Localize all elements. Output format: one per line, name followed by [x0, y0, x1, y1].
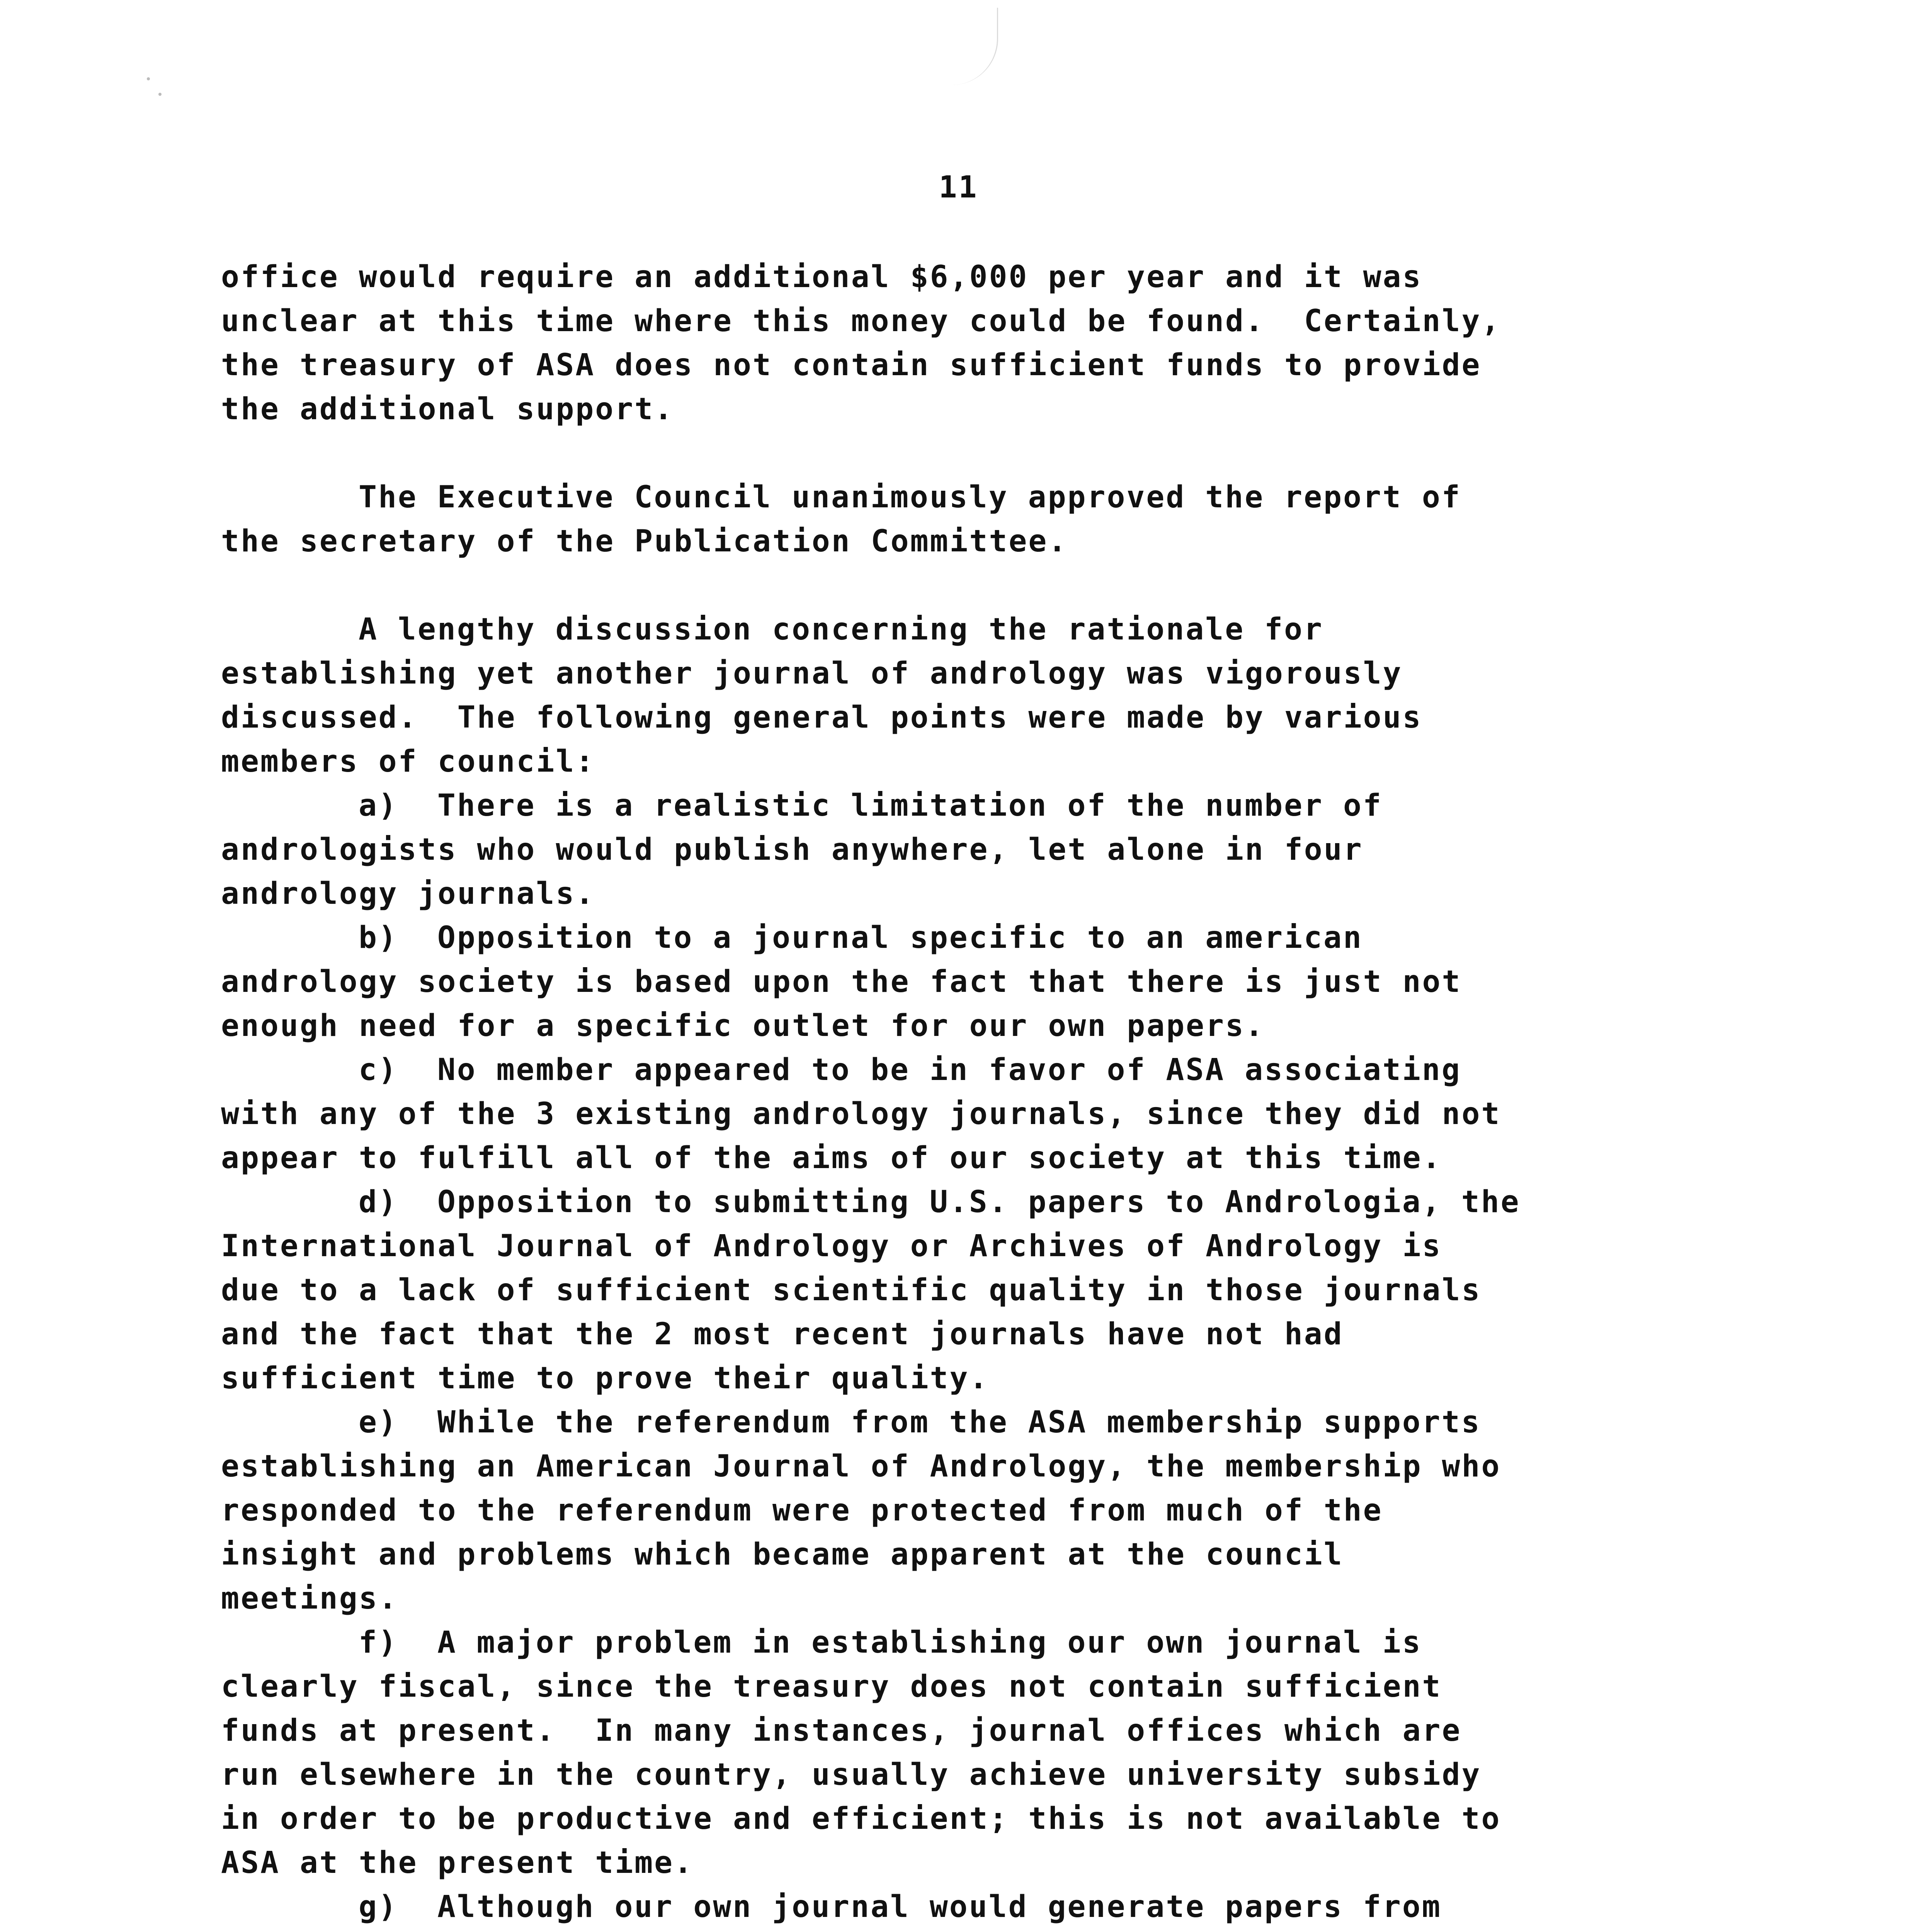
text-line: responded to the referendum were protected from much of the	[221, 1493, 1383, 1528]
text-line: f) A major problem in establishing our own journal is	[359, 1625, 1422, 1660]
text-line: c) No member appeared to be in favor of ASA associating	[359, 1053, 1461, 1087]
text-line: e) While the referendum from the ASA membership supports	[359, 1405, 1481, 1440]
text-line: the secretary of the Publication Committee.	[221, 524, 1068, 559]
page-number: 11	[939, 170, 978, 205]
paragraph-gap	[221, 431, 1736, 475]
text-line: insight and problems which became apparent at the council	[221, 1537, 1344, 1572]
text-line: office would require an additional $6,000 per year and it was	[221, 260, 1422, 294]
paragraph-gap	[221, 563, 1736, 607]
text-line: and the fact that the 2 most recent journals have not had	[221, 1317, 1344, 1352]
text-line: appear to fulfill all of the aims of our society at this time.	[221, 1141, 1442, 1175]
text-line: due to a lack of sufficient scientific quality in those journals	[221, 1273, 1482, 1308]
text-line: enough need for a specific outlet for our own papers.	[221, 1009, 1265, 1043]
scan-artifact	[920, 8, 998, 85]
text-line: sufficient time to prove their quality.	[221, 1361, 989, 1396]
text-line: the treasury of ASA does not contain sufficient funds to provide	[221, 348, 1482, 383]
text-line: andrology journals.	[221, 876, 595, 911]
text-line: run elsewhere in the country, usually achieve university subsidy	[221, 1757, 1482, 1792]
text-line: ASA at the present time.	[221, 1845, 694, 1880]
scan-speck	[147, 77, 150, 80]
text-line: establishing yet another journal of andrology was vigorously	[221, 656, 1403, 691]
text-line: d) Opposition to submitting U.S. papers to Andrologia, the	[359, 1185, 1521, 1219]
document-body	[221, 255, 1736, 1932]
text-line: clearly fiscal, since the treasury does not contain sufficient	[221, 1669, 1442, 1704]
text-line: with any of the 3 existing andrology journals, since they did not	[221, 1097, 1501, 1131]
text-line: unclear at this time where this money could be found. Certainly,	[221, 304, 1501, 338]
text-line: b) Opposition to a journal specific to an american	[359, 920, 1363, 955]
text-line: members of council:	[221, 744, 595, 779]
text-line: A lengthy discussion concerning the rationale for	[359, 612, 1324, 647]
text-line: meetings.	[221, 1581, 398, 1616]
text-line: funds at present. In many instances, journal offices which are	[221, 1713, 1462, 1748]
text-line: International Journal of Andrology or Archives of Andrology is	[221, 1229, 1442, 1264]
text-line: the additional support.	[221, 392, 674, 427]
text-line	[221, 1929, 1736, 1932]
scan-speck	[158, 93, 162, 96]
text-line: discussed. The following general points were made by various	[221, 700, 1422, 735]
text-line: The Executive Council unanimously approved the report of	[359, 480, 1461, 515]
text-line: establishing an American Journal of Andrology, the membership who	[221, 1449, 1501, 1484]
text-line: in order to be productive and efficient; this is not available to	[221, 1801, 1501, 1836]
text-line: g) Although our own journal would generate papers from	[359, 1889, 1442, 1924]
text-line: a) There is a realistic limitation of the number of	[359, 788, 1383, 823]
text-line: andrology society is based upon the fact that there is just not	[221, 964, 1462, 999]
text-line: andrologists who would publish anywhere, let alone in four	[221, 832, 1363, 867]
